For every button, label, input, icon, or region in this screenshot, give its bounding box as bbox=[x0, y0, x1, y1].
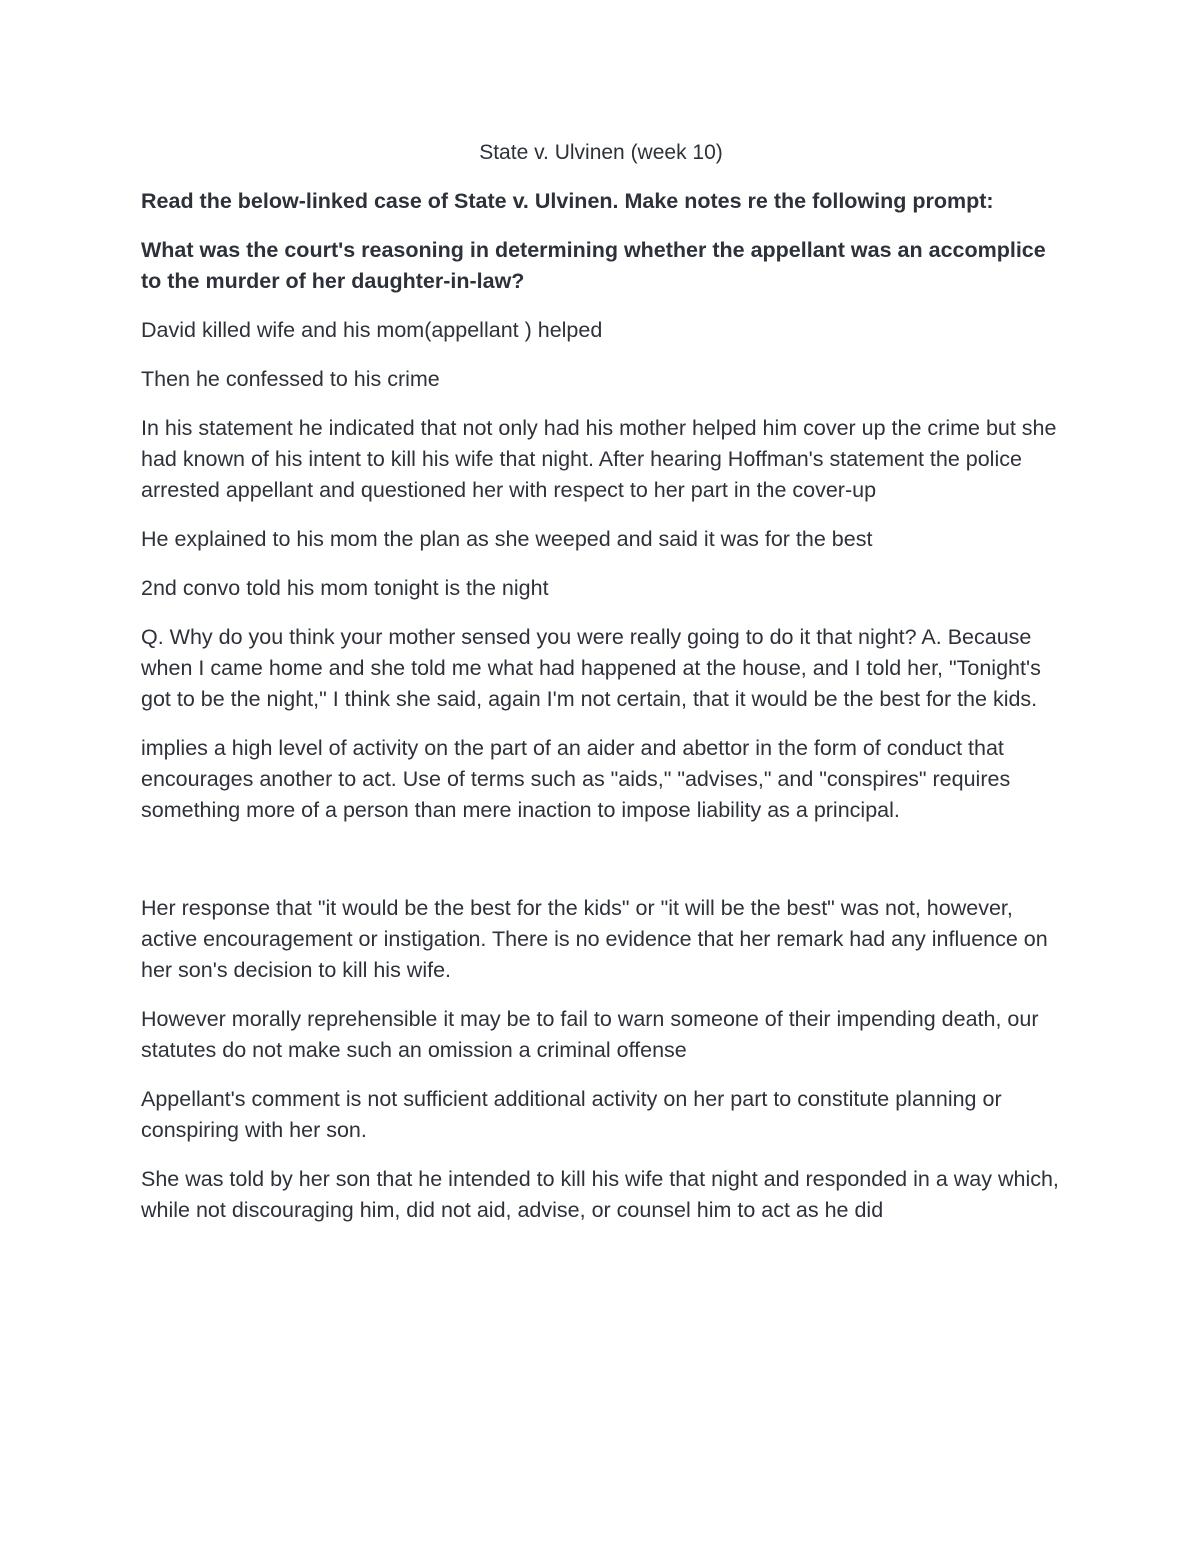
testimony-quote: Q. Why do you think your mother sensed you were really going to do it that night? A. Because when I came home and she told me what had happened at the house, and I told her, "Tonight's got to be the night," I think she said, again I'm not certain, that it would be the best for the kids. bbox=[141, 625, 1041, 711]
note-paragraph: She was told by her son that he intended to kill his wife that night and responded in a way which, while not discouraging him, did not aid, advise, or counsel him to act as he did bbox=[141, 1167, 1059, 1222]
note-paragraph: In his statement he indicated that not only had his mother helped him cover up the crime but she had known of his intent to kill his wife that night. After hearing Hoffman's statement the police arrested appellant and questioned her with respect to her part in the cover-up bbox=[141, 416, 1057, 502]
document-body bbox=[141, 138, 1061, 1244]
note-paragraph: 2nd convo told his mom tonight is the night bbox=[141, 576, 549, 600]
document-title: State v. Ulvinen (week 10) bbox=[479, 141, 723, 164]
note-paragraph: implies a high level of activity on the part of an aider and abettor in the form of conduct that encourages another to act. Use of terms such as "aids," "advises," and "conspires" requires something more of a person than mere inaction to impose liability as a principal. bbox=[141, 736, 1011, 822]
note-paragraph: He explained to his mom the plan as she weeped and said it was for the best bbox=[141, 527, 873, 551]
note-paragraph: Then he confessed to his crime bbox=[141, 367, 440, 391]
note-paragraph: Her response that "it would be the best for the kids" or "it will be the best" was not, however, active encouragement or instigation. There is no evidence that her remark had any influence on her son's decision to kill his wife. bbox=[141, 896, 1048, 982]
note-paragraph: However morally reprehensible it may be to fail to warn someone of their impending death, our statutes do not make such an omission a criminal offense bbox=[141, 1007, 1039, 1062]
note-paragraph: David killed wife and his mom(appellant ) helped bbox=[141, 318, 603, 342]
assignment-question: What was the court's reasoning in determining whether the appellant was an accomplice to the murder of her daughter-in-law? bbox=[141, 238, 1046, 293]
blank-line bbox=[141, 844, 1061, 893]
assignment-instruction: Read the below-linked case of State v. Ulvinen. Make notes re the following prompt: bbox=[141, 189, 994, 213]
note-paragraph: Appellant's comment is not sufficient additional activity on her part to constitute planning or conspiring with her son. bbox=[141, 1087, 1002, 1142]
